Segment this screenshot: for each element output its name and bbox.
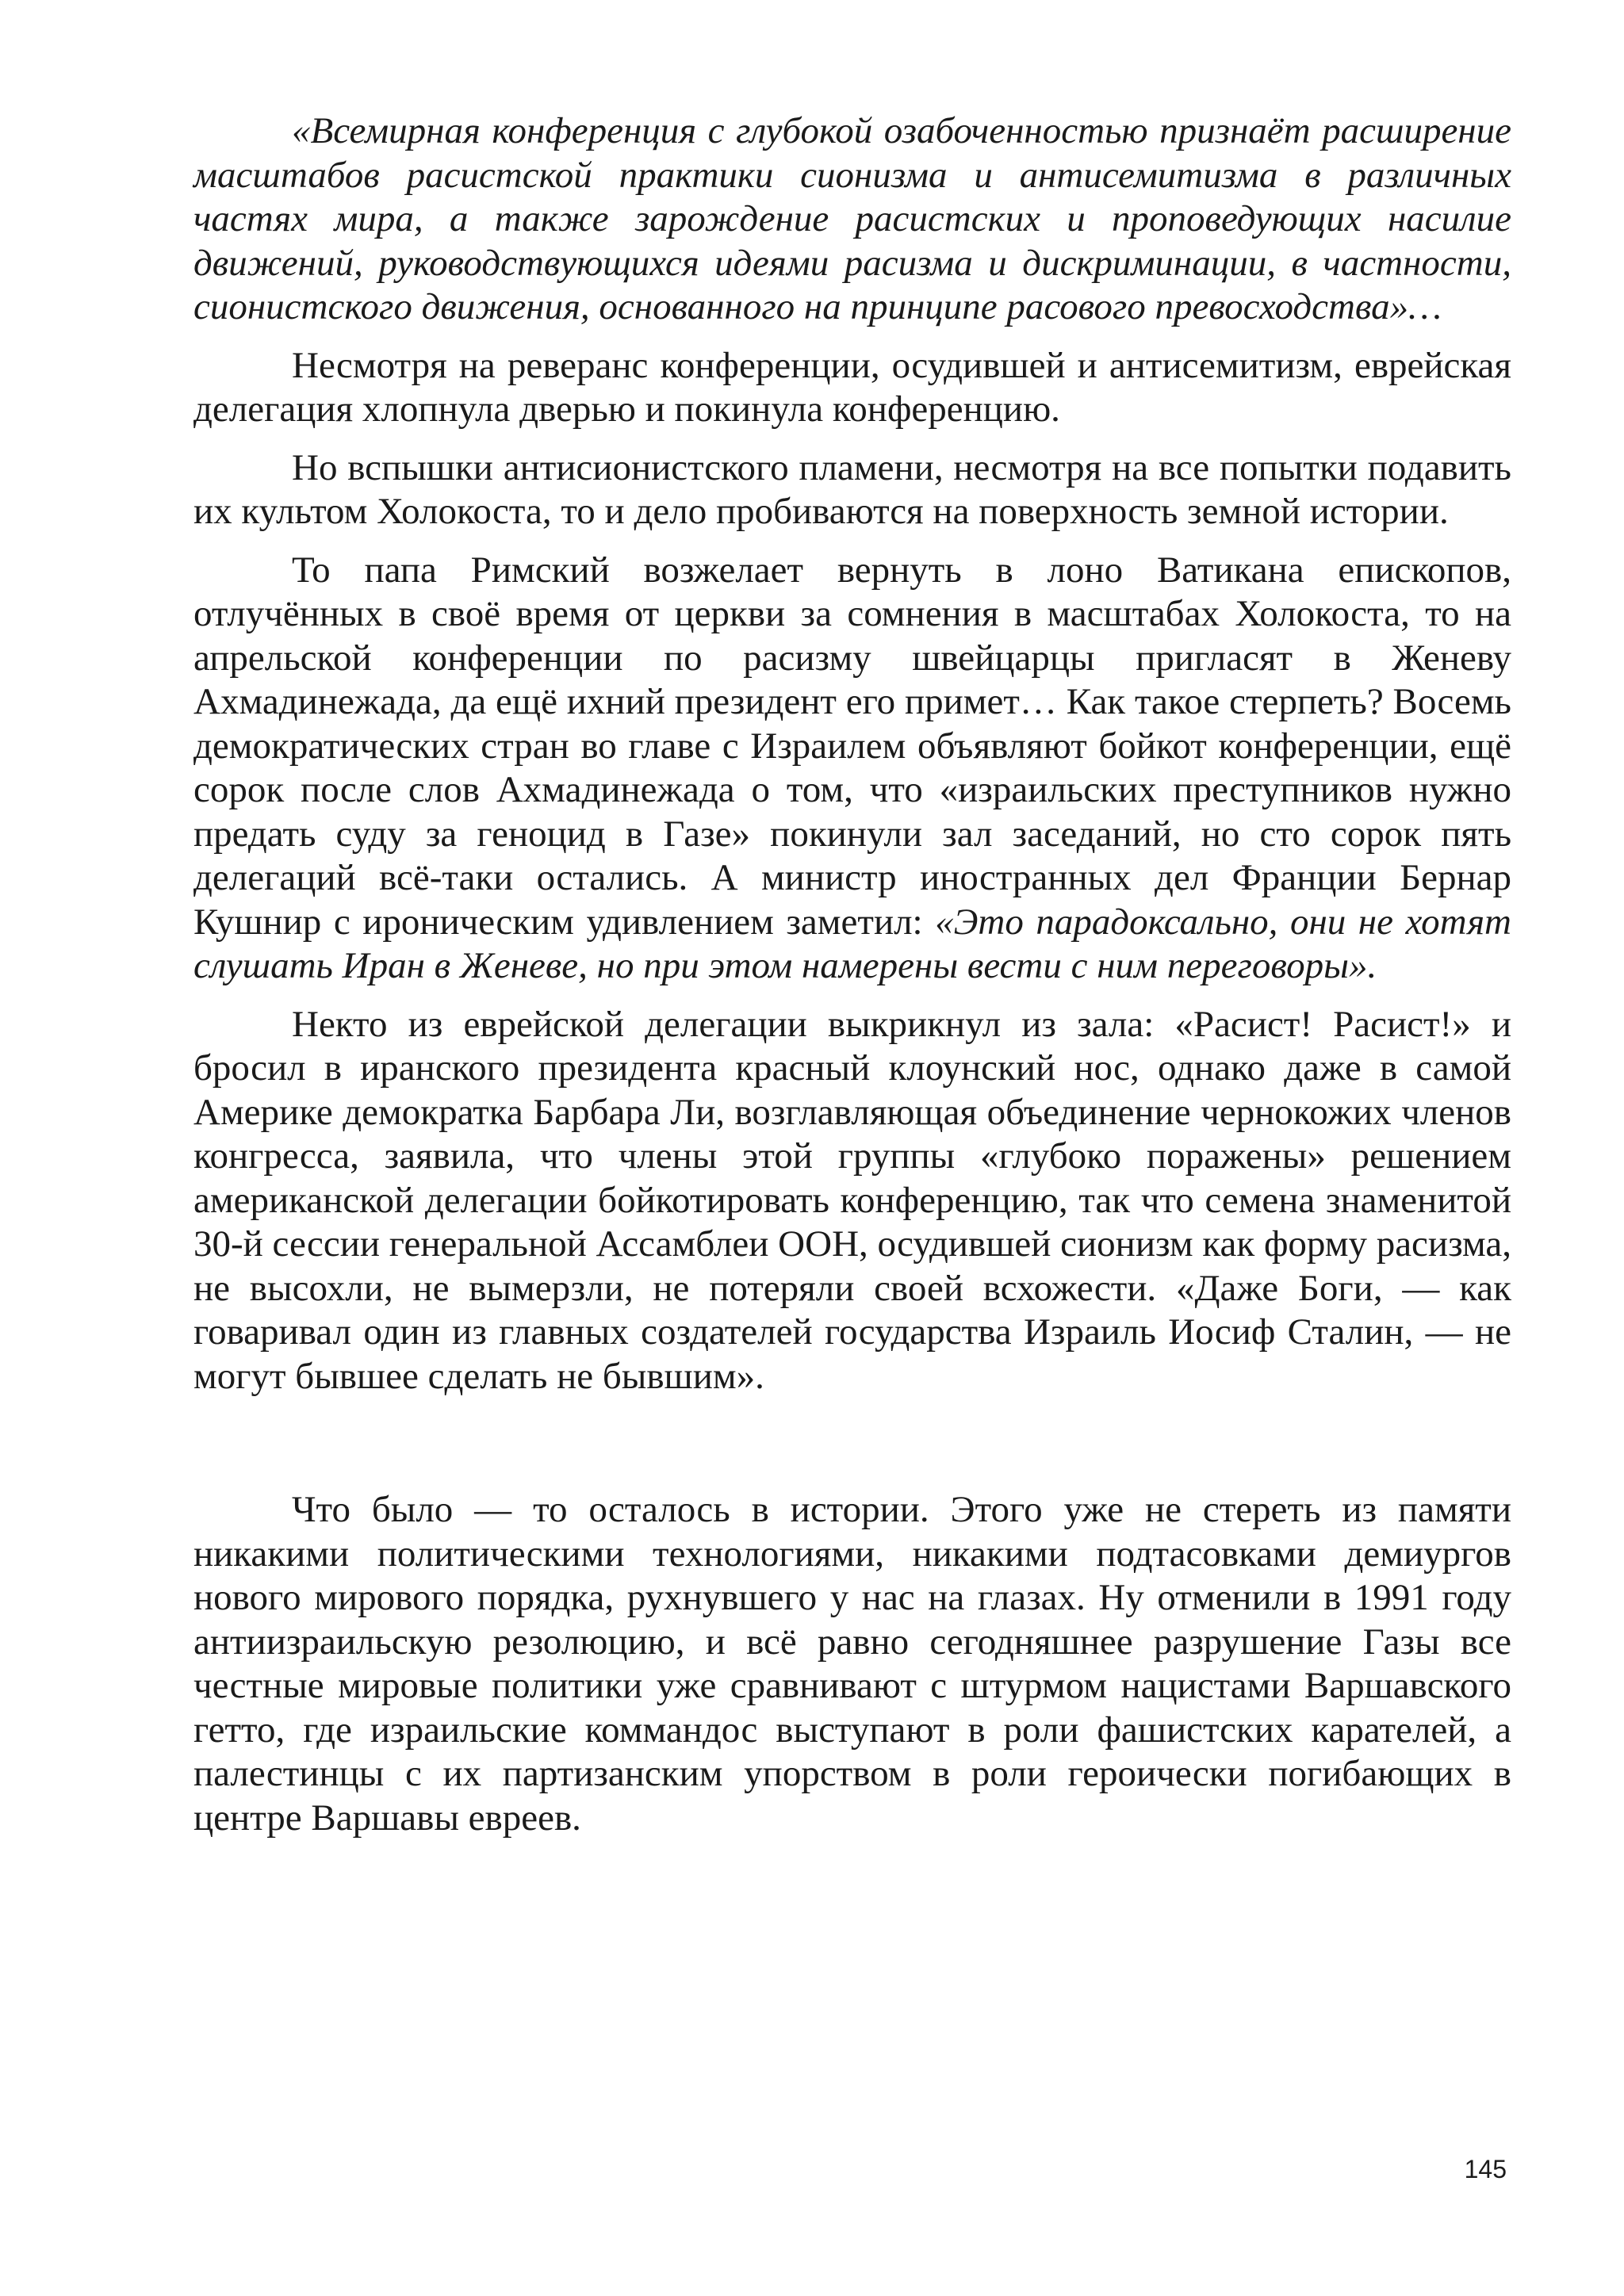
body-paragraph-2: Но вспышки антисионистского пламени, несмотря на все попытки подавить их культом Холокоста, то и дело пробиваются на поверхность земной истории. (193, 446, 1511, 532)
quote-paragraph: «Всемирная конференция с глубокой озабоченностью признаёт расширение масштабов расистской практики сионизма и антисемитизма в различных частях мира, а также зарождение расистских и проповедующих насилие движений, руководствующихся идеями расизма и дискриминации, в частности, сионистского движения, основанного на принципе расового превосходства»… (193, 110, 1511, 327)
body-paragraph-3 (193, 549, 1511, 989)
body-paragraph-5: Что было — то осталось в истории. Этого уже не стереть из памяти никакими политическими технологиями, никакими подтасовками демиургов нового мирового порядка, рухнувшего у нас на глазах. Ну отменили в 1991 году антиизраильскую резолюцию, и всё равно сегодняшнее разрушение Газы все честные мировые политики уже сравнивают с штурмом нацистами Варшавского гетто, где израильские коммандос выступают в роли фашистских карателей, а палестинцы с их партизанским упорством в роли героически погибающих в центре Варшавы евреев. (193, 1489, 1511, 1839)
page-body (193, 109, 1511, 1840)
body-paragraph-4: Некто из еврейской делегации выкрикнул из зала: «Расист! Расист!» и бросил в иранского президента красный клоунский нос, однако даже в самой Америке демократка Барбара Ли, возглавляющая объединение чернокожих членов конгресса, заявила, что члены этой группы «глубоко поражены» решением американской делегации бойкотировать конференцию, так что семена знаменитой 30-й сессии генеральной Ассамблеи ООН, осудившей сионизм как форму расизма, не высохли, не вымерзли, не потеряли своей всхожести. «Даже Боги, — как говаривал один из главных создателей государства Израиль Иосиф Сталин, — не могут бывшее сделать не бывшим». (193, 1003, 1511, 1397)
kouchner-quote: «Это парадоксально, они не хотят слушать Иран в Женеве, но при этом намерены вести с ним переговоры». (193, 901, 1511, 986)
body-paragraph-3-text: То папа Римский возжелает вернуть в лоно Ватикана епископов, отлучённых в своё время от церкви за сомнения в масштабах Холокоста, то на апрельской конференции по расизму швейцарцы пригласят в Женеву Ахмадинежада, да ещё ихний президент его примет… Как такое стерпеть? Восемь демократических стран во главе с Израилем объявляют бойкот конференции, ещё сорок после слов Ахмадинежада о том, что «израильских преступников нужно предать суду за геноцид в Газе» покинули зал заседаний, но сто сорок пять делегаций всё-таки остались. А министр иностранных дел Франции Бернар Кушнир с ироническим удивлением заметил: (193, 549, 1511, 943)
page-number: 145 (1464, 2155, 1507, 2183)
body-paragraph-1: Несмотря на реверанс конференции, осудившей и антисемитизм, еврейская делегация хлопнула дверью и покинула конференцию. (193, 344, 1511, 430)
